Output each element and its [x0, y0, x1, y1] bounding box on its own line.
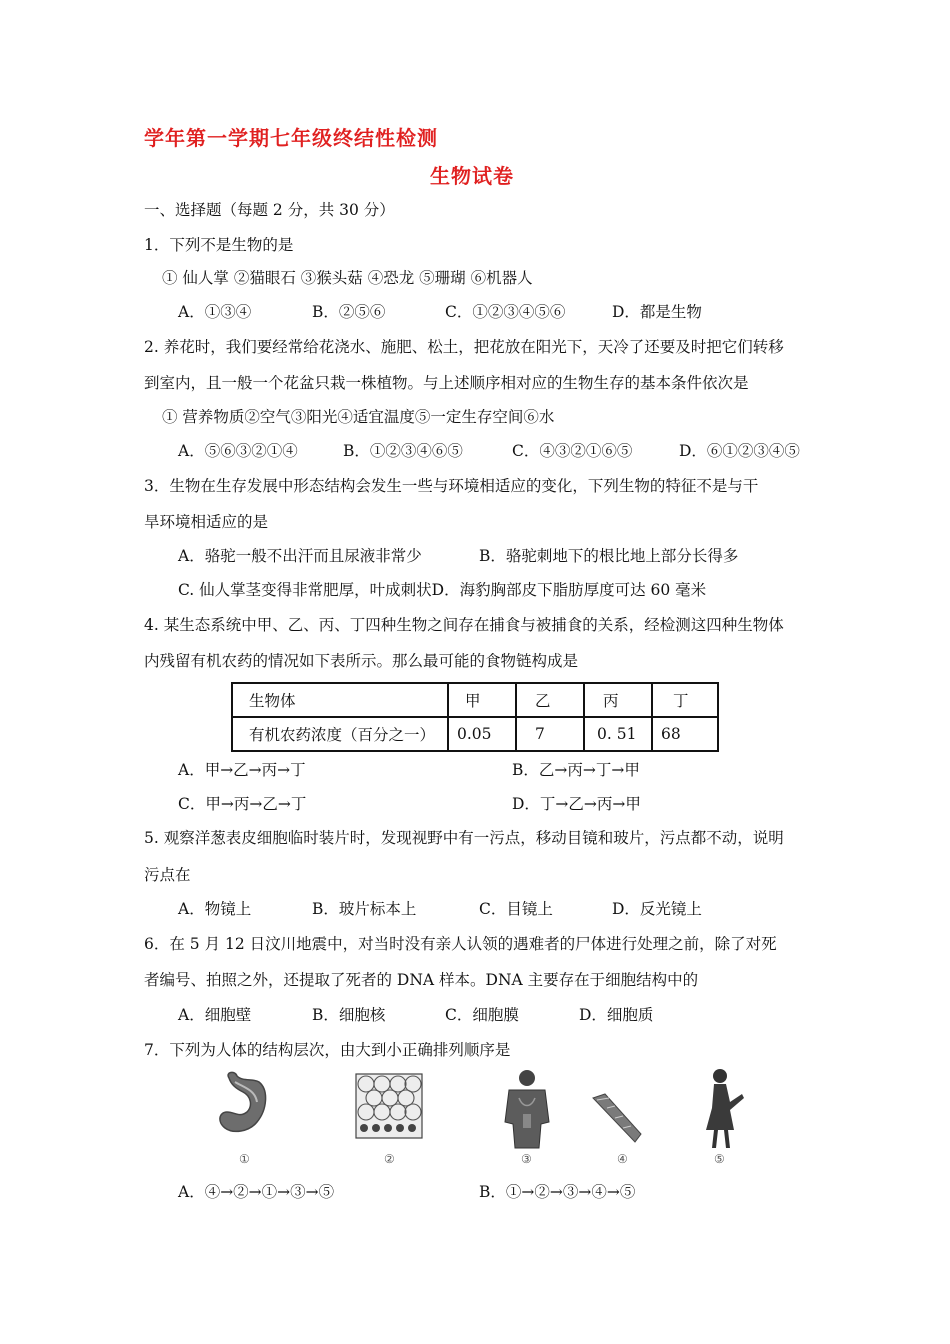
q4-option-b: B．乙→丙→丁→甲	[512, 761, 640, 779]
tissue-image	[350, 1068, 430, 1170]
q3-option-b: B．骆驼刺地下的根比地上部分长得多	[479, 547, 739, 565]
q5-option-b: B．玻片标本上	[312, 900, 417, 918]
q2-option-a: A．⑤⑥③②①④	[178, 442, 298, 460]
figure-label: ⑤	[714, 1152, 725, 1166]
figure-label: ④	[617, 1152, 628, 1166]
q3-option-a: A．骆驼一般不出汗而且尿液非常少	[178, 547, 422, 565]
table-row	[232, 683, 718, 717]
q1-option-a: A．①③④	[178, 303, 252, 321]
q6-stem-line1: 6．在 5 月 12 日汶川地震中，对当时没有亲人认领的遇难者的尸体进行处理之前，除了对死	[144, 935, 777, 953]
body-structure-figure	[200, 1068, 760, 1170]
q3-stem-line2: 旱环境相适应的是	[144, 513, 269, 531]
pesticide-table	[231, 682, 719, 752]
table-header-cell: 丁	[652, 683, 718, 717]
q7-option-b: B．①→②→③→④→⑤	[479, 1183, 636, 1201]
table-cell: 0. 51	[584, 717, 652, 751]
q4-stem-line1: 4. 某生态系统中甲、乙、丙、丁四种生物之间存在捕食与被捕食的关系，经检测这四种生物体	[144, 616, 784, 634]
table-header-cell: 生物体	[232, 683, 448, 717]
q7-option-a: A．④→②→①→③→⑤	[178, 1183, 335, 1201]
exam-subtitle: 生物试卷	[430, 164, 514, 188]
q1-stem: 1．下列不是生物的是	[144, 236, 294, 254]
q2-stem-line1: 2. 养花时，我们要经常给花浇水、施肥、松土，把花放在阳光下，天冷了还要及时把它们转移	[144, 338, 784, 356]
table-cell: 有机农药浓度（百分之一）	[232, 717, 448, 751]
q6-option-a: A．细胞壁	[178, 1006, 252, 1024]
q6-option-d: D．细胞质	[579, 1006, 654, 1024]
table-header-cell: 乙	[516, 683, 584, 717]
q6-stem-line2: 者编号、拍照之外，还提取了死者的 DNA 样本。DNA 主要存在于细胞结构中的	[144, 971, 699, 989]
figure-label: ②	[384, 1152, 395, 1166]
exam-title: 学年第一学期七年级终结性检测	[144, 126, 438, 150]
table-row	[232, 717, 718, 751]
q6-option-c: C．细胞膜	[445, 1006, 519, 1024]
q3-stem-line1: 3．生物在生存发展中形态结构会发生一些与环境相适应的变化，下列生物的特征不是与干	[144, 477, 759, 495]
q4-option-a: A．甲→乙→丙→丁	[178, 761, 306, 779]
q2-items: ① 营养物质②空气③阳光④适宜温度⑤一定生存空间⑥水	[162, 408, 555, 426]
q1-option-b: B．②⑤⑥	[312, 303, 386, 321]
q5-stem-line2: 污点在	[144, 866, 191, 884]
q6-option-b: B．细胞核	[312, 1006, 386, 1024]
q3-option-cd: C. 仙人掌茎变得非常肥厚，叶成刺状D．海豹胸部皮下脂肪厚度可达 60 毫米	[178, 581, 707, 599]
q2-option-d: D．⑥①②③④⑤	[679, 442, 800, 460]
q5-option-c: C．目镜上	[479, 900, 553, 918]
q4-option-d: D．丁→乙→丙→甲	[512, 795, 641, 813]
table-cell: 0.05	[448, 717, 516, 751]
cell-image	[585, 1068, 665, 1170]
q4-stem-line2: 内残留有机农药的情况如下表所示。那么最可能的食物链构成是	[144, 652, 579, 670]
person-image	[680, 1068, 760, 1170]
q4-option-c: C．甲→丙→乙→丁	[178, 795, 307, 813]
table-cell: 7	[516, 717, 584, 751]
q5-option-d: D．反光镜上	[612, 900, 702, 918]
q5-option-a: A．物镜上	[178, 900, 252, 918]
q1-items: ① 仙人掌 ②猫眼石 ③猴头菇 ④恐龙 ⑤珊瑚 ⑥机器人	[162, 269, 533, 287]
section-heading: 一、选择题（每题 2 分，共 30 分）	[144, 201, 395, 219]
table-header-cell: 甲	[448, 683, 516, 717]
q2-option-b: B．①②③④⑥⑤	[343, 442, 463, 460]
torso-image	[487, 1068, 567, 1170]
q1-option-c: C．①②③④⑤⑥	[445, 303, 566, 321]
q5-stem-line1: 5. 观察洋葱表皮细胞临时装片时，发现视野中有一污点，移动目镜和玻片，污点都不动，说明	[144, 829, 784, 847]
figure-label: ③	[521, 1152, 532, 1166]
stomach-image	[205, 1068, 285, 1170]
q2-stem-line2: 到室内，且一般一个花盆只栽一株植物。与上述顺序相对应的生物生存的基本条件依次是	[144, 374, 749, 392]
table-header-cell: 丙	[584, 683, 652, 717]
table-cell: 68	[652, 717, 718, 751]
q1-option-d: D．都是生物	[612, 303, 702, 321]
q7-stem: 7．下列为人体的结构层次，由大到小正确排列顺序是	[144, 1041, 511, 1059]
figure-label: ①	[239, 1152, 250, 1166]
q2-option-c: C．④③②①⑥⑤	[512, 442, 633, 460]
